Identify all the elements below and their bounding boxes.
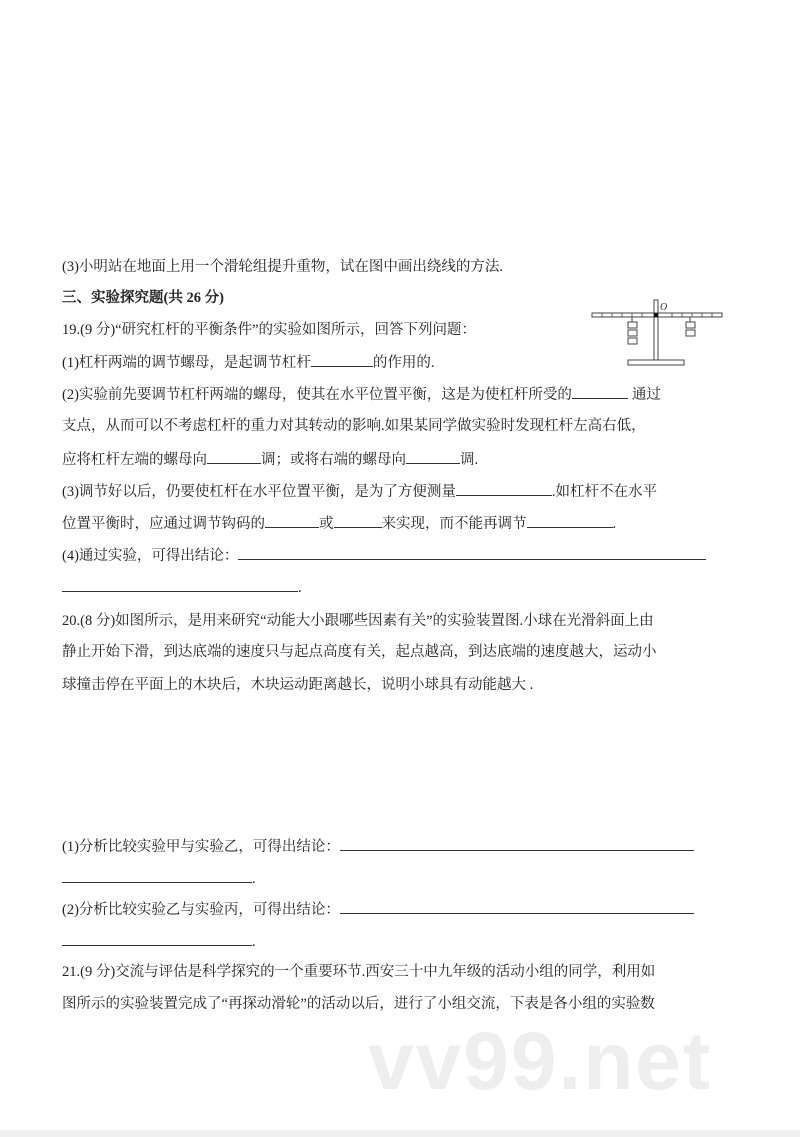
- section-heading: 三、实验探究题(共 26 分): [62, 290, 224, 306]
- text: .: [612, 516, 617, 532]
- q19-part4-cont: [62, 577, 302, 598]
- answer-blank[interactable]: [572, 384, 628, 399]
- q21-line1: 21.(9 分)交流与评估是科学探究的一个重要环节.西安三十中九年级的活动小组的同学，利用如: [62, 964, 656, 980]
- q20-part1-cont: [62, 868, 256, 889]
- text: (3)调节好以后，仍要使杠杆在水平位置平衡，是为了方便测量: [62, 484, 456, 500]
- answer-blank[interactable]: [62, 931, 252, 946]
- text: (2)实验前先要调节杠杆两端的螺母，使其在水平位置平衡，这是为使杠杆所受的: [62, 387, 572, 403]
- text: 应将杠杆左端的螺母向: [62, 452, 207, 468]
- answer-blank[interactable]: [62, 868, 252, 883]
- lever-figure: [590, 296, 730, 368]
- text: .如杠杆不在水平: [551, 484, 658, 500]
- text: 来实现，而不能再调节: [381, 516, 527, 532]
- answer-blank[interactable]: [311, 352, 373, 367]
- q20-part1: [62, 836, 694, 857]
- answer-blank[interactable]: [406, 449, 460, 464]
- answer-blank[interactable]: [265, 513, 319, 528]
- text: .: [252, 934, 256, 950]
- q19-part2: [62, 384, 661, 405]
- text: .: [252, 871, 256, 887]
- text: (4)通过实验，可得出结论：: [62, 548, 239, 564]
- answer-blank[interactable]: [334, 513, 382, 528]
- text: .: [298, 580, 302, 596]
- q18-part3: (3)小明站在地面上用一个滑轮组提升重物，试在图中画出绕线的方法.: [62, 259, 504, 275]
- answer-blank[interactable]: [340, 836, 694, 851]
- text: 通过: [631, 387, 661, 403]
- q19-part2-cont: 支点，从而可以不考虑杠杆的重力对其转动的影响.如果某同学做实验时发现杠杆左高右低，: [62, 418, 646, 434]
- text: 位置平衡时，应通过调节钩码的: [62, 516, 265, 532]
- answer-blank[interactable]: [456, 481, 552, 496]
- q20-part2: [62, 899, 694, 920]
- q20-line3: 球撞击停在平面上的木块后，木块运动距离越长，说明小球具有动能越大 .: [62, 677, 534, 693]
- watermark: vv99.net: [368, 1016, 713, 1107]
- q19-part2-end: [62, 449, 478, 470]
- text: (1)分析比较实验甲与实验乙，可得出结论：: [62, 839, 340, 855]
- q19-part3: [62, 481, 657, 502]
- text: 调；或将右端的螺母向: [261, 452, 406, 468]
- answer-blank[interactable]: [62, 577, 298, 592]
- text: 调.: [460, 452, 479, 468]
- q19-part3-cont: [62, 513, 616, 534]
- q20-line1: 20.(8 分)如图所示，是用来研究“动能大小跟哪些因素有关”的实验装置图.小球在光滑斜面上由: [62, 613, 654, 629]
- page-bottom-edge: [0, 1130, 800, 1137]
- q20-part2-cont: [62, 931, 256, 952]
- q19-part4: [62, 545, 706, 566]
- answer-blank[interactable]: [340, 899, 694, 914]
- text: 或: [319, 516, 334, 532]
- q20-line2: 静止开始下滑，到达底端的速度只与起点高度有关，起点越高，到达底端的速度越大，运动小: [62, 644, 657, 660]
- q21-line2: 图所示的实验装置完成了“再探动滑轮”的活动以后，进行了小组交流，下表是各小组的实验数: [62, 996, 655, 1012]
- q19-stem: 19.(9 分)“研究杠杆的平衡条件”的实验如图所示，回答下列问题：: [62, 322, 477, 338]
- answer-blank[interactable]: [207, 449, 261, 464]
- q19-part1: [62, 352, 435, 373]
- text: 的作用的.: [372, 355, 435, 371]
- text: (1)杠杆两端的调节螺母，是起调节杠杆: [62, 355, 311, 371]
- answer-blank[interactable]: [527, 513, 613, 528]
- text: (2)分析比较实验乙与实验丙，可得出结论：: [62, 902, 340, 918]
- pivot-label: O: [660, 302, 668, 313]
- answer-blank[interactable]: [238, 545, 706, 560]
